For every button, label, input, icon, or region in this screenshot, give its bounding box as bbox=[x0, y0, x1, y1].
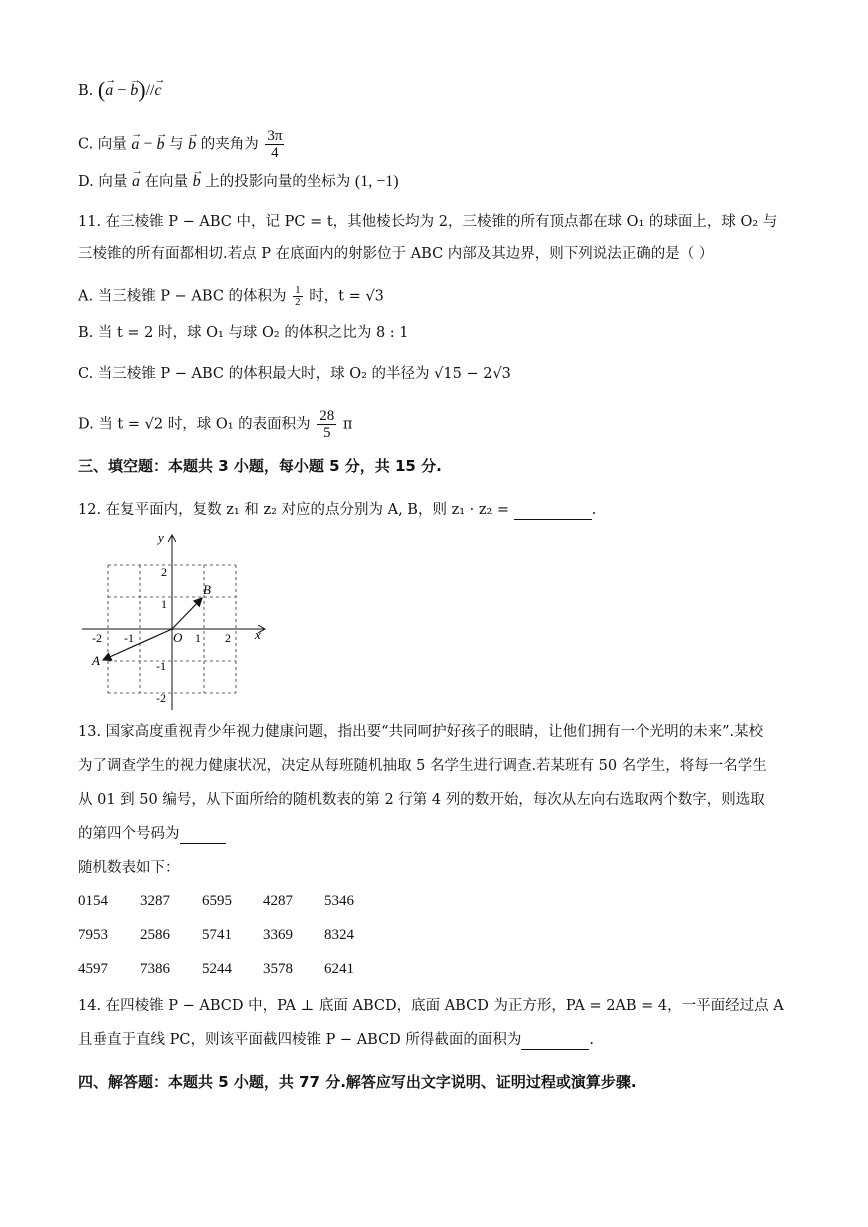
q13-line3: 从 01 到 50 编号，从下面所给的随机数表的第 2 行第 4 列的数开始，每次从左向右选取两个数字，则选取 bbox=[78, 792, 765, 808]
section-4-heading: 四、解答题：本题共 5 小题，共 77 分.解答应写出文字说明、证明过程或演算步骤. bbox=[78, 1073, 637, 1091]
q11-option-d: D. 当 t = √2 时，球 O₁ 的表面积为 $\frac{28}{5}$ π bbox=[78, 408, 353, 441]
section-3-heading: 三、填空题：本题共 3 小题，每小题 5 分，共 15 分. bbox=[78, 457, 442, 475]
q12-text: 12. 在复平面内，复数 z₁ 和 z₂ 对应的点分别为 A, B，则 z₁ · z₂ = . bbox=[78, 502, 597, 518]
q13-table-title: 随机数表如下： bbox=[78, 860, 180, 876]
x-tick-label: 2 bbox=[225, 631, 231, 645]
q13-line2: 为了调查学生的视力健康状况，决定从每班随机抽取 5 名学生进行调查.若某班有 50 名学生，将每一名学生 bbox=[78, 758, 767, 774]
x-tick-label: -1 bbox=[124, 631, 134, 645]
vector-ob bbox=[172, 598, 202, 629]
fraction: $\frac{28}{5}$ bbox=[319, 408, 335, 441]
q13-line1: 13. 国家高度重视青少年视力健康问题，指出要“共同呵护好孩子的眼睛，让他们拥有一个光明的未来”.某校 bbox=[78, 724, 764, 740]
y-tick-label: 2 bbox=[161, 565, 167, 579]
answer-blank bbox=[521, 1035, 589, 1050]
q10-option-c: C. 向量 → a − → b 与 → b 的夹角为 $\frac{3\pi}{4}$ bbox=[78, 128, 286, 161]
q11-option-b: B. 当 t = 2 时，球 O₁ 与球 O₂ 的体积之比为 8 : 1 bbox=[78, 325, 409, 341]
complex-plane-graph bbox=[78, 530, 278, 715]
fraction: $\frac{1}{2}$ bbox=[295, 284, 301, 308]
x-tick-label: 1 bbox=[195, 631, 201, 645]
point-a-label: A bbox=[92, 653, 100, 668]
q14-line1: 14. 在四棱锥 P − ABCD 中，PA ⊥ 底面 ABCD，底面 ABCD 为正方形，PA = 2AB = 4，一平面经过点 A bbox=[78, 998, 784, 1014]
point-b-label: B bbox=[203, 582, 211, 597]
q11-option-a: A. 当三棱锥 P − ABC 的体积为 $\frac{1}{2}$ 时，t = √3 bbox=[78, 284, 384, 308]
q11-option-c: C. 当三棱锥 P − ABC 的体积最大时，球 O₂ 的半径为 √15 − 2√3 bbox=[78, 366, 511, 382]
y-axis-label: y bbox=[158, 530, 164, 545]
origin-label: O bbox=[173, 630, 183, 645]
q11-stem-line1: 11. 在三棱锥 P − ABC 中，记 PC = t，其他棱长均为 2，三棱锥的所有顶点都在球 O₁ 的球面上，球 O₂ 与 bbox=[78, 214, 778, 230]
y-tick-label: 1 bbox=[161, 597, 167, 611]
q13-line4: 的第四个号码为 bbox=[78, 824, 226, 844]
y-tick-label: -1 bbox=[156, 659, 166, 673]
y-tick-label: -2 bbox=[156, 691, 166, 705]
x-axis-label: x bbox=[255, 627, 261, 642]
vector-oa bbox=[103, 629, 172, 660]
fraction: $\frac{3\pi}{4}$ bbox=[267, 128, 283, 161]
q14-line2: 且垂直于直线 PC，则该平面截四棱锥 P − ABCD 所得截面的面积为 . bbox=[78, 1032, 595, 1048]
x-tick-label: -2 bbox=[92, 631, 102, 645]
answer-blank bbox=[514, 505, 592, 520]
q10-option-b: B. (→ a − → b)//→ c bbox=[78, 80, 162, 101]
q10-option-d: D. 向量 → a 在向量 → b 上的投影向量的坐标为 (1, −1) bbox=[78, 172, 399, 192]
q11-stem-line2: 三棱锥的所有面都相切.若点 P 在底面内的射影位于 ABC 内部及其边界，则下列说法正确的是（ ） bbox=[78, 246, 714, 262]
answer-blank bbox=[180, 829, 226, 844]
